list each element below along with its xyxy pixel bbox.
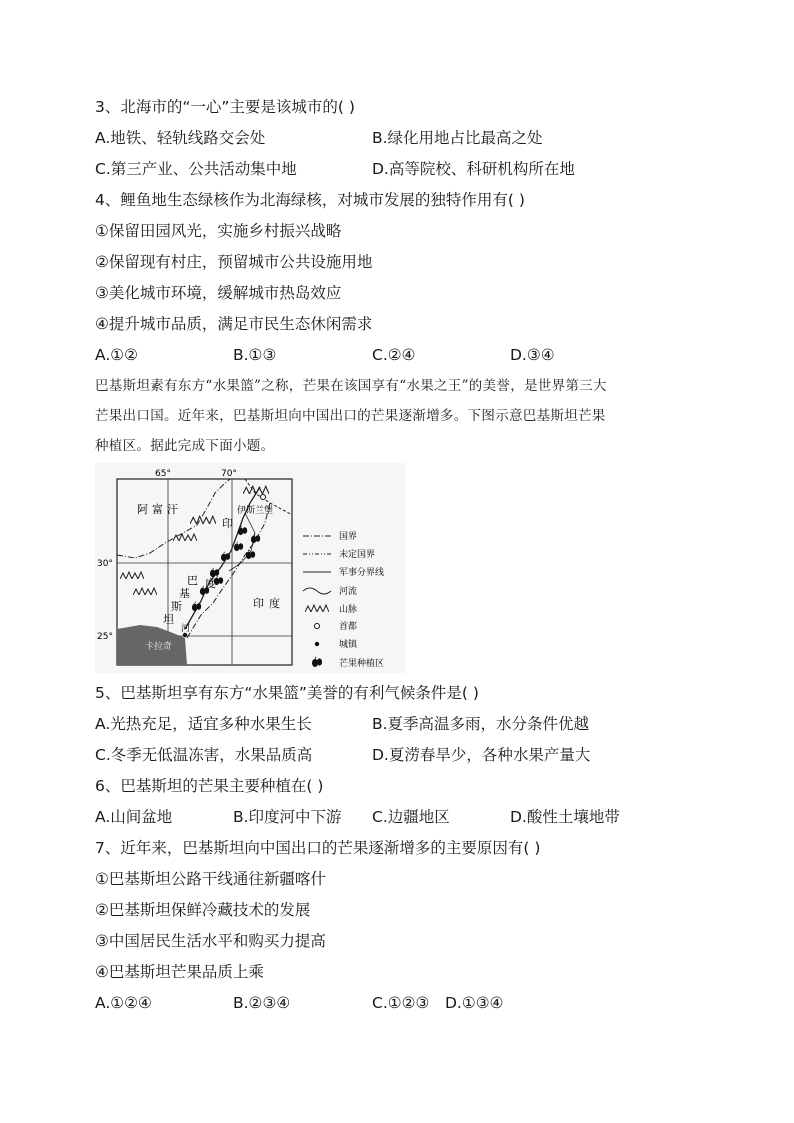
lon-label-70: 70° [221,469,237,479]
pakistan-mango-map [95,463,405,673]
q4-item-1: ①保留田园风光，实施乡村振兴战略 [95,222,342,240]
q7-item-1: ①巴基斯坦公路干线通往新疆喀什 [95,870,326,888]
q3-option-a: A.地铁、轻轨线路交会处 [95,129,266,147]
label-pakistan-1: 巴 [187,574,198,587]
q3-option-d: D.高等院校、科研机构所在地 [372,160,575,178]
lat-label-25: 25° [97,632,113,642]
q7-item-3: ③中国居民生活水平和购买力提高 [95,932,326,950]
q6-stem: 6、巴基斯坦的芒果主要种植在( ) [95,777,324,795]
q3-option-b: B.绿化用地占比最高之处 [372,129,543,147]
label-afghanistan: 阿富汗 [137,503,182,516]
q7-item-4: ④巴基斯坦芒果品质上乘 [95,963,264,981]
passage-line-1: 巴基斯坦素有东方“水果篮”之称，芒果在该国享有“水果之王”的美誉，是世界第三大 [95,378,607,394]
legend-river: 河流 [339,587,358,597]
legend-town: 城镇 [339,640,358,650]
lon-label-65: 65° [155,469,171,479]
legend-mountain: 山脉 [339,605,358,615]
lat-label-30: 30° [97,559,113,569]
legend-military-line: 军事分界线 [339,568,385,578]
q5-option-a: A.光热充足，适宜多种水果生长 [95,715,312,733]
label-karachi: 卡拉奇 [145,642,173,652]
q5-option-d: D.夏涝春旱少，各种水果产量大 [372,746,591,764]
legend-capital: 首都 [339,622,358,632]
q3-option-c: C.第三产业、公共活动集中地 [95,160,297,178]
q4-option-c: C.②④ [372,346,416,364]
passage-line-3: 种植区。据此完成下面小题。 [95,438,275,454]
q7-item-2: ②巴基斯坦保鲜冷藏技术的发展 [95,901,311,919]
q4-option-b: B.①③ [233,346,277,364]
q3-stem: 3、北海市的“一心”主要是该城市的( ) [95,98,355,116]
q7-option-a: A.①②④ [95,994,152,1012]
label-pakistan-4: 坦 [163,613,174,626]
legend-national-border: 国界 [339,532,358,542]
q5-option-c: C.冬季无低温冻害，水果品质高 [95,746,313,764]
q6-option-b: B.印度河中下游 [233,808,342,826]
q5-stem: 5、巴基斯坦享有东方“水果篮”美誉的有利气候条件是( ) [95,684,479,702]
q4-item-4: ④提升城市品质，满足市民生态休闲需求 [95,315,373,333]
label-pakistan-3: 斯 [171,600,182,613]
legend-mango-area: 芒果种植区 [339,659,385,669]
label-pakistan-2: 基 [179,587,190,600]
q4-option-a: A.①② [95,346,139,364]
q5-option-b: B.夏季高温多雨，水分条件优越 [372,715,590,733]
legend-undetermined-border: 未定国界 [339,550,376,560]
q6-option-a: A.山间盆地 [95,808,173,826]
label-river: 河 [181,624,191,634]
q4-stem: 4、鲤鱼地生态绿核作为北海绿核，对城市发展的独特作用有( ) [95,191,525,209]
label-indus-1: 印 [222,517,233,530]
q7-option-b: B.②③④ [233,994,291,1012]
q7-option-c: C.①②③ [372,994,430,1012]
q7-stem: 7、近年来，巴基斯坦向中国出口的芒果逐渐增多的主要原因有( ) [95,839,541,857]
capital-marker [261,495,266,500]
q4-option-d: D.③④ [510,346,555,364]
q7-option-d: D.①③④ [445,994,504,1012]
q4-item-2: ②保留现有村庄，预留城市公共设施用地 [95,253,373,271]
passage-line-2: 芒果出口国。近年来，巴基斯坦向中国出口的芒果逐渐增多。下图示意巴基斯坦芒果 [95,408,606,424]
label-islamabad: 伊斯兰堡 [237,506,274,516]
q6-option-c: C.边疆地区 [372,808,450,826]
label-indus-2: 度 [205,577,216,590]
label-india: 印度 [253,597,285,610]
q4-item-3: ③美化城市环境，缓解城市热岛效应 [95,284,342,302]
q6-option-d: D.酸性土壤地带 [510,808,620,826]
